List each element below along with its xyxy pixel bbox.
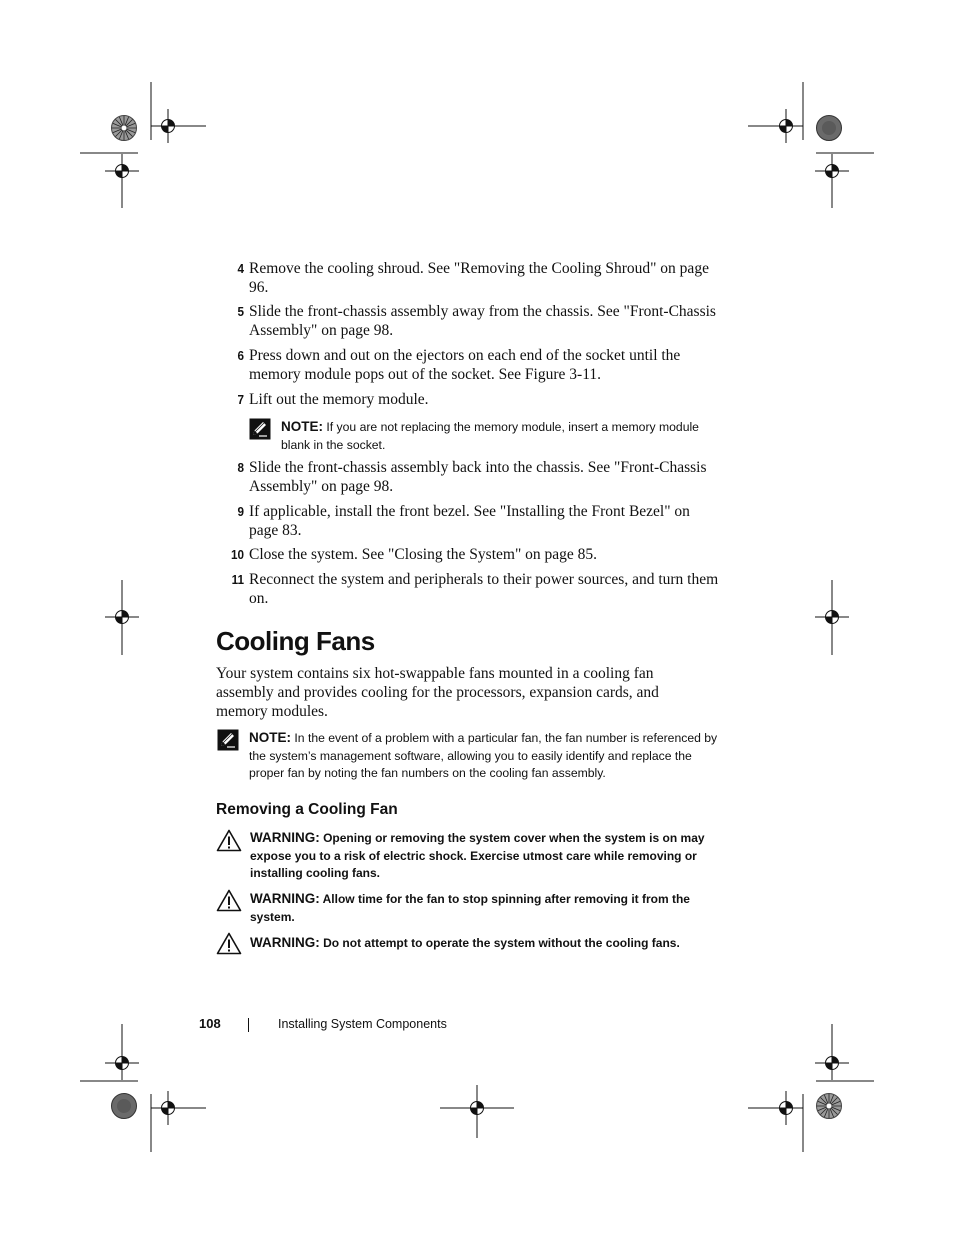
step-number: 10	[230, 547, 244, 562]
warning-callout	[250, 934, 720, 953]
warning-label: WARNING:	[250, 891, 320, 906]
subsection-title: Removing a Cooling Fan	[216, 801, 398, 818]
section-title: Cooling Fans	[216, 626, 375, 656]
step-text: Lift out the memory module.	[249, 391, 429, 408]
note-callout	[281, 418, 721, 454]
warning-triangle-icon	[216, 889, 242, 912]
warning-triangle-icon	[216, 829, 242, 852]
warning-label: WARNING:	[250, 935, 320, 950]
step-number: 4	[237, 261, 244, 276]
step-text: Remove the cooling shroud. See "Removing the Cooling Shroud" on page 96.	[249, 260, 709, 296]
page-number: 108	[199, 1016, 221, 1031]
section-intro: Your system contains six hot-swappable fans mounted in a cooling fan assembly and provides cooling for the processors, expansion cards, and memory modules.	[216, 665, 659, 720]
step-number: 8	[237, 460, 244, 475]
pencil-note-icon	[217, 729, 239, 751]
pencil-note-icon	[249, 418, 271, 440]
note-label: NOTE:	[281, 419, 323, 434]
note-callout	[249, 729, 721, 783]
step-text: Slide the front-chassis assembly away from the chassis. See "Front-Chassis Assembly" on page 98.	[249, 303, 716, 339]
warning-label: WARNING:	[250, 830, 320, 845]
step-text: Reconnect the system and peripherals to their power sources, and turn them on.	[249, 571, 719, 607]
footer-section-name: Installing System Components	[278, 1017, 447, 1031]
step-number: 5	[237, 304, 244, 319]
step-number: 7	[237, 392, 244, 407]
step-number: 11	[231, 572, 244, 587]
step-number: 9	[237, 504, 244, 519]
note-label: NOTE:	[249, 730, 291, 745]
note-text: If you are not replacing the memory module, insert a memory module blank in the socket.	[281, 420, 699, 452]
warning-text: Allow time for the fan to stop spinning after removing it from the system.	[250, 892, 690, 924]
warning-callout	[250, 890, 720, 926]
warning-text: Do not attempt to operate the system without the cooling fans.	[323, 936, 680, 950]
step-text: Close the system. See "Closing the System" on page 85.	[249, 546, 598, 563]
footer-divider	[248, 1018, 249, 1032]
note-text: In the event of a problem with a particular fan, the fan number is referenced by the system’s management software, allowing you to easily identify and replace the proper fan by noting the fan numbers on the cooling fan assembly.	[249, 731, 718, 780]
step-text: Slide the front-chassis assembly back into the chassis. See "Front-Chassis Assembly" on page 98.	[249, 459, 707, 495]
step-text: If applicable, install the front bezel. See "Installing the Front Bezel" on page 83.	[249, 503, 690, 539]
warning-text: Opening or removing the system cover when the system is on may expose you to a risk of electric shock. Exercise utmost care while removing or installing cooling fans.	[250, 831, 705, 880]
warning-triangle-icon	[216, 932, 242, 955]
step-text: Press down and out on the ejectors on each end of the socket until the memory module pops out of the socket. See Figure 3-11.	[249, 347, 681, 383]
step-number: 6	[237, 348, 244, 363]
warning-callout	[250, 829, 720, 883]
